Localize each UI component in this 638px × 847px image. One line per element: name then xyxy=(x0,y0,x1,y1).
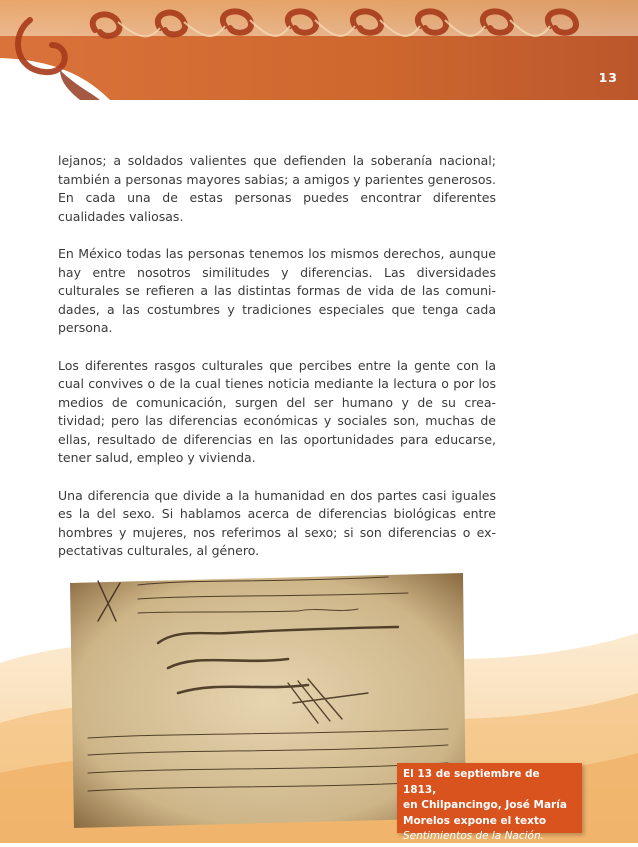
paragraph-1: lejanos; a soldados valientes que defienden la soberanía nacional; también a personas mayores sabias; a amigos y parientes generosos. En cada una de estas personas puedes encontrar diferentes cualidades valiosas. xyxy=(58,153,496,224)
image-caption xyxy=(397,763,582,842)
body-text xyxy=(58,152,496,580)
header-banner xyxy=(0,0,638,100)
paragraph-4: Una diferencia que divide a la humanidad en dos partes casi iguales es la del sexo. Si hablamos acerca de diferencias biológicas entre hombres y mujeres, nos referimos al sexo; si son diferencias o expectativas culturales, al género. xyxy=(58,487,496,558)
caption-line-1: El 13 de septiembre de 1813, xyxy=(403,768,540,796)
caption-line-2: en Chilpancingo, José María xyxy=(403,799,567,811)
caption-line-3: Morelos expone el texto xyxy=(403,814,547,827)
caption-line-4: Sentimientos de la Nación. xyxy=(403,830,544,842)
decorative-scroll-ornament-icon xyxy=(0,0,638,100)
paragraph-2: En México todas las personas tenemos los mismos derechos, aunque hay entre nosotros similitudes y diferencias. Las diversidades culturales se refieren a las distintas formas de vida de las comunidades, a las costumbres y tradiciones especiales que tenga cada persona. xyxy=(58,246,496,335)
page-number: 13 xyxy=(598,70,618,85)
paragraph-3: Los diferentes rasgos culturales que percibes entre la gente con la cual convives o de la cual tienes noticia mediante la lectura o por los medios de comunicación, surgen del ser humano y de su crea-tividad; pero las diferencias económicas y sociales son, muchas de ellas, resultado de diferencias en las oportunidades para educarse, tener salud, empleo y vivienda. xyxy=(58,357,496,465)
